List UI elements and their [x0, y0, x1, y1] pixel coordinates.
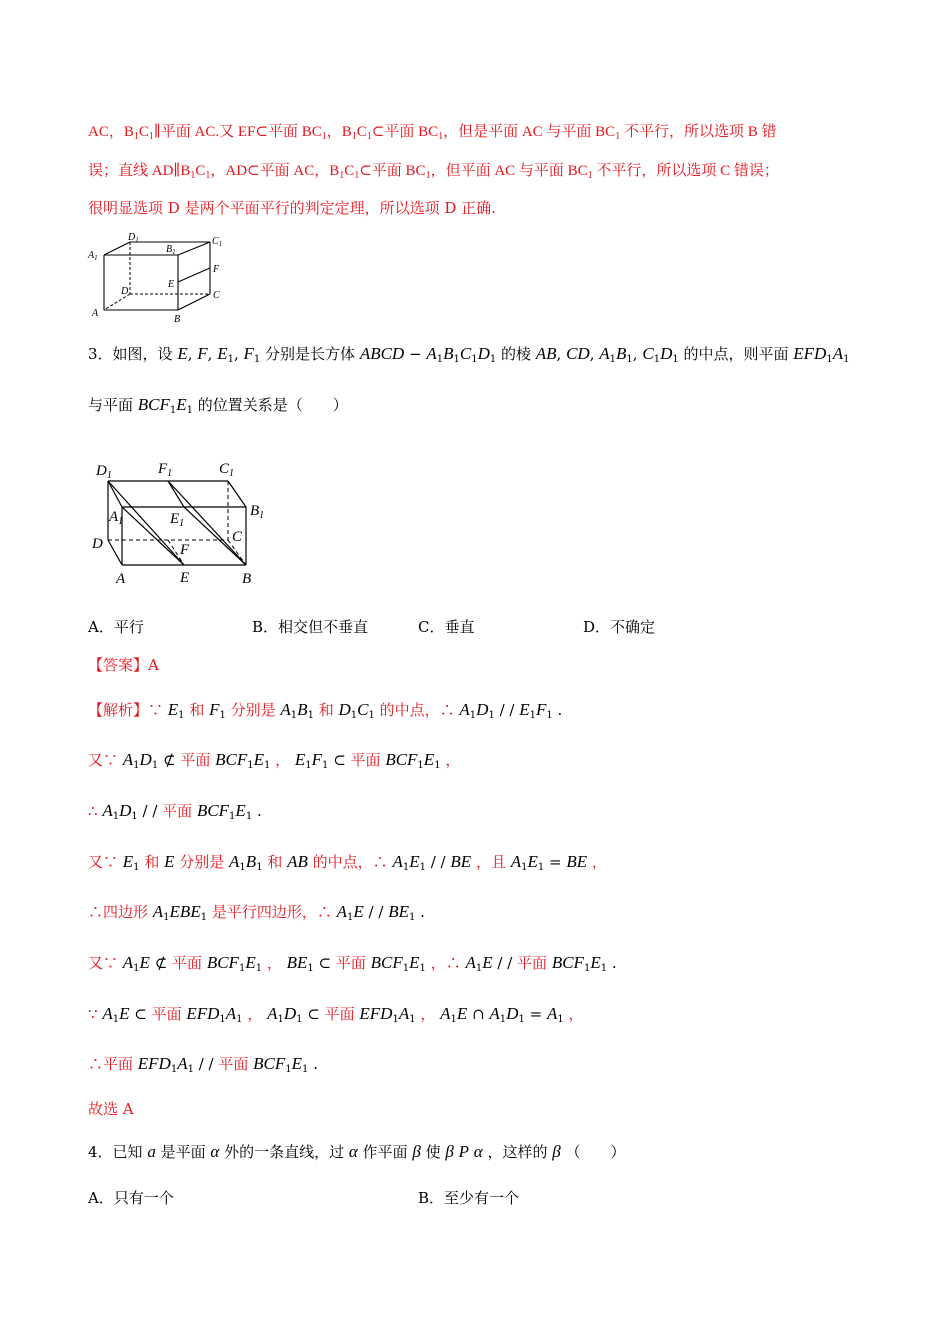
fig1-label-B: B [174, 314, 181, 325]
q3-option-a: A．平行 [88, 618, 144, 636]
solution-line-1: 【解析】∵ $E_1$ 和 $F_1$ 分别是 $A_1B_1$ 和 $D_1C_1$ 的中点，∴ $A_1D_1$ / / $E_1F_1$ . [88, 700, 563, 721]
solution-line-2: 又∵ $A_1D_1$ ⊄ 平面 $BCF_1E_1$ ， $E_1F_1$ ⊂ 平面 $BCF_1E_1$ ， [88, 750, 461, 771]
fig2-label-D1: $D_1$ [96, 463, 112, 481]
fig1-label-E: E [168, 279, 175, 290]
fig1-label-D1: $D_1$ [128, 232, 139, 244]
fig1-label-B1: $B_1$ [166, 244, 176, 256]
fig2-label-B1: $B_1$ [250, 503, 265, 521]
q3-answer: 【答案】A [88, 656, 159, 674]
fig1-label-A1: $A_1$ [88, 250, 98, 262]
solution-line-8: ∴平面 $EFD_1A_1$ / / 平面 $BCF_1E_1$ . [88, 1054, 318, 1075]
q3-option-c: C．垂直 [418, 618, 475, 636]
solution-line-9: 故选 A [88, 1100, 134, 1118]
q3-option-b: B．相交但不垂直 [252, 618, 369, 636]
fig2-label-B: B [242, 571, 252, 587]
q2-explanation-line-1: AC，$B_1C_1\parallel$平面 AC.又 EF⊂平面 $BC_1$，$B_1C_1\subset$平面 $BC_1$，但是平面 AC 与平面 $BC_1$ 不平行，所以选项 B 错 [88, 124, 777, 142]
fig1-label-A: A [92, 308, 99, 319]
solution-line-5: ∴四边形 $A_1EBE_1$ 是平行四边形，∴ $A_1E$ / / $BE_1$ . [88, 902, 425, 923]
fig2-label-C1: $C_1$ [219, 461, 235, 479]
fig2-label-A: A [116, 571, 126, 587]
q2-explanation-line-3: 很明显选项 D 是两个平面平行的判定定理，所以选项 D 正确. [88, 199, 496, 217]
q3-stem-line-2: 与平面 $BCF_1E_1$ 的位置关系是（ ） [88, 395, 348, 416]
fig2-label-F1: $F_1$ [158, 461, 173, 479]
q3-stem-line-1: 3．如图，设 E, F, $E_1$, $F_1$ 分别是长方体 ABCD − $A_1B_1C_1D_1$ 的棱 AB, CD, $A_1B_1$, $C_1D_1$ 的中点，则平面 $EFD_1A_1$ [88, 344, 850, 365]
fig2-label-E1: $E_1$ [170, 511, 185, 529]
box-figure-1 [86, 232, 236, 327]
q4-option-a: A．只有一个 [88, 1189, 174, 1207]
fig2-label-D: D [92, 536, 103, 552]
fig2-label-F: F [180, 542, 190, 558]
cuboid-figure-2 [88, 455, 278, 590]
solution-line-7: ∵ $A_1E$ ⊂ 平面 $EFD_1A_1$ ， $A_1D_1$ ⊂ 平面 $EFD_1A_1$ ， $A_1E$ ∩ $A_1D_1 = A_1$ ， [88, 1004, 584, 1025]
q4-option-b: B．至少有一个 [418, 1189, 520, 1207]
fig1-label-D: D [121, 286, 129, 297]
fig2-label-C: C [232, 529, 243, 545]
q4-stem: 4．已知 a 是平面 α 外的一条直线，过 α 作平面 β 使 β P α ，这样的 β （ ） [88, 1142, 626, 1161]
solution-line-3: ∴ $A_1D_1$ / / 平面 $BCF_1E_1$ . [88, 801, 262, 822]
fig1-label-F: F [213, 264, 220, 275]
fig1-label-C1: $C_1$ [212, 236, 223, 248]
fig1-label-C: C [213, 290, 220, 301]
solution-line-6: 又∵ $A_1E$ ⊄ 平面 $BCF_1E_1$ ， $BE_1$ ⊂ 平面 $BCF_1E_1$ ，∴ $A_1E$ / / 平面 $BCF_1E_1$ . [88, 953, 617, 974]
fig2-label-E: E [180, 570, 190, 586]
fig2-label-A1: $A_1$ [109, 509, 124, 527]
solution-line-4: 又∵ $E_1$ 和 E 分别是 $A_1B_1$ 和 AB 的中点，∴ $A_1E_1$ / / BE ，且 $A_1E_1$ = BE ， [88, 852, 607, 873]
q3-option-d: D．不确定 [583, 618, 656, 636]
q2-explanation-line-2: 误；直线 $AD\parallel B_1C_1$，AD⊂平面 AC，$B_1C_1\subset$平面 $BC_1$，但平面 AC 与平面 $BC_1$ 不平行，所以选项 C 错误； [88, 163, 779, 181]
